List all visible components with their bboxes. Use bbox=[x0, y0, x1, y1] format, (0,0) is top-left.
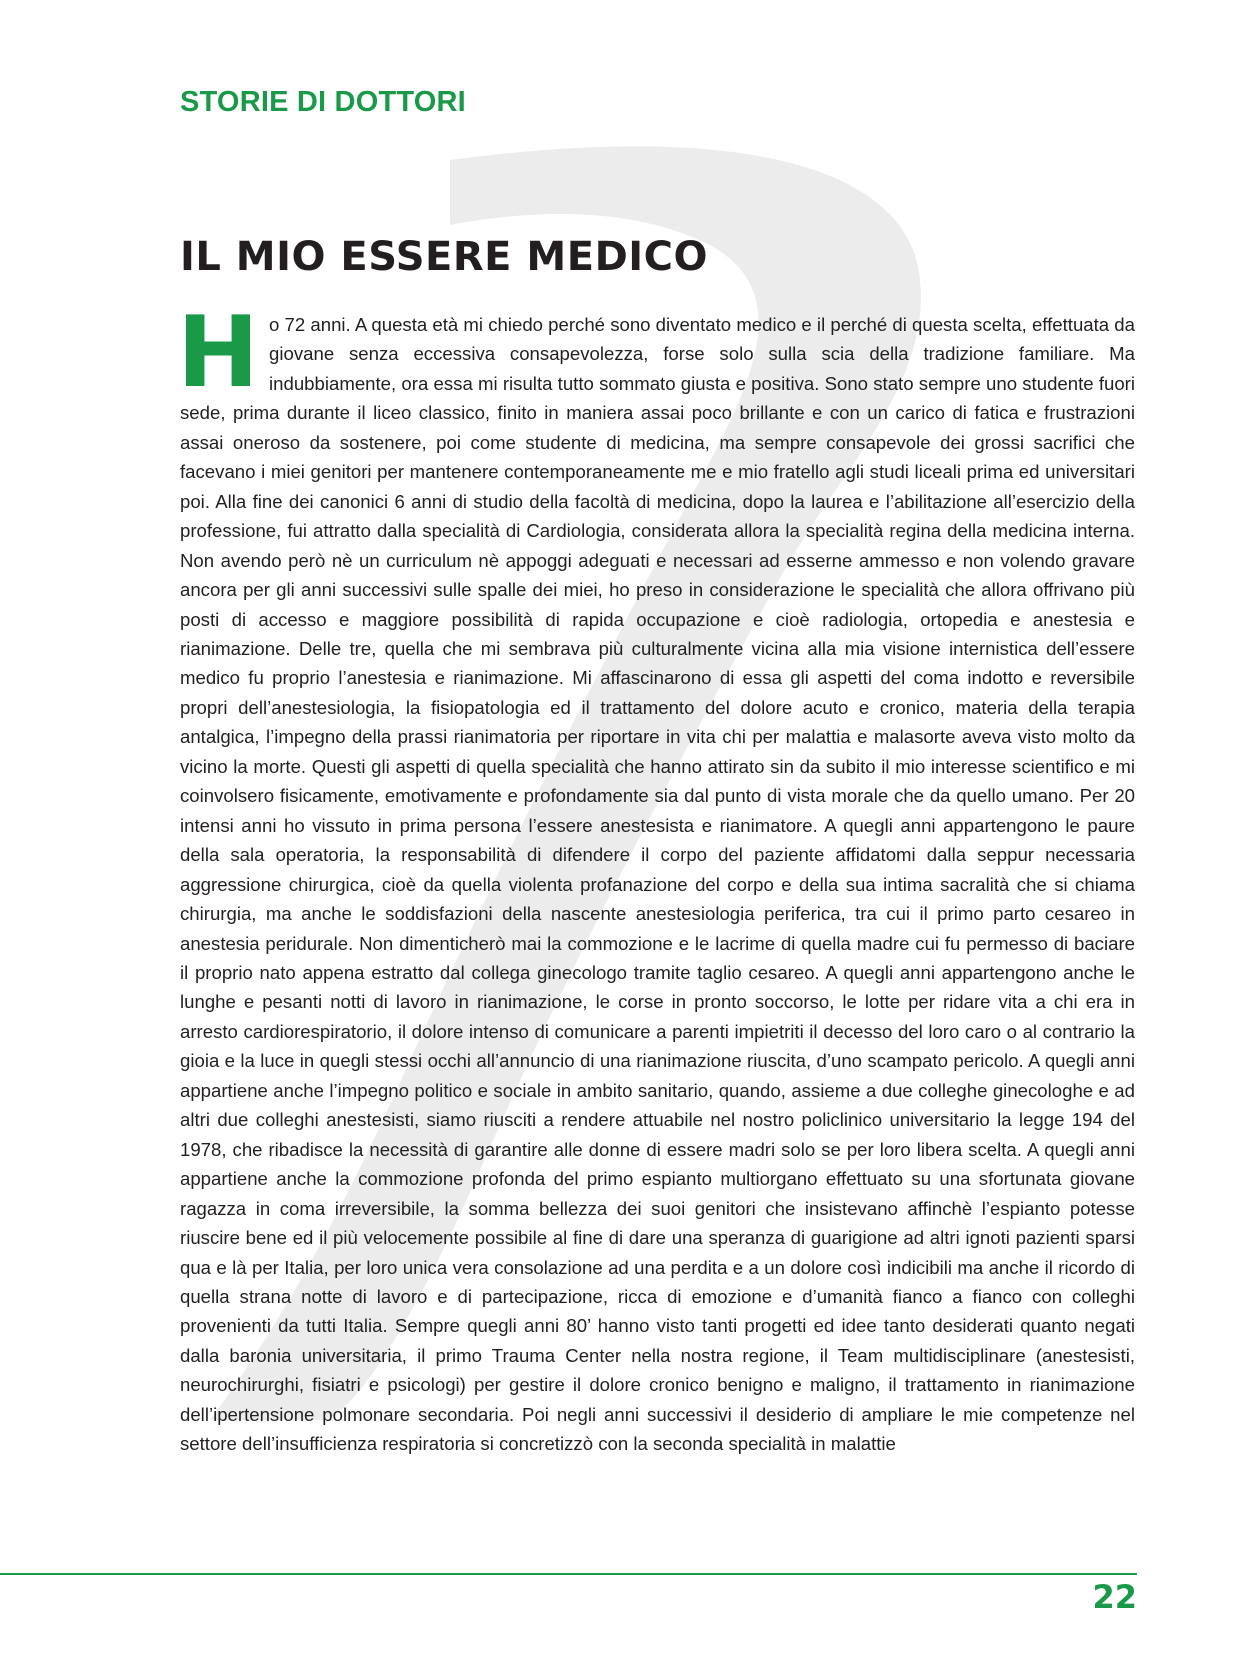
section-label: STORIE DI DOTTORI bbox=[180, 86, 466, 118]
drop-cap: H bbox=[177, 296, 260, 410]
article-body bbox=[177, 296, 1135, 1459]
article-body-text: o 72 anni. A questa età mi chiedo perché sono diventato medico e il perché di questa scelta, effettuata da giovane senza eccessiva consapevolezza, forse solo sulla scia della tradizione familiare. Ma indubbiamente, ora essa mi risulta tutto sommato giusta e positiva. Sono stato sempre uno studente fuori sede, prima durante il liceo classico, finito in maniera assai poco brillante e con un carico di fatica e frustrazioni assai oneroso da sostenere, poi come studente di medicina, ma sempre consapevole dei grossi sacrifici che facevano i miei genitori per mantenere contemporaneamente me e mio fratello agli studi liceali prima ed universitari poi. Alla fine dei canonici 6 anni di studio della facoltà di medicina, dopo la laurea e l’abilitazione all’esercizio della professione, fui attratto dalla specialità di Cardiologia, considerata allora la specialità regina della medicina interna. Non avendo però nè un curriculum nè appoggi adeguati e necessari ad esserne ammesso e non volendo gravare ancora per gli anni successivi sulle spalle dei miei, ho preso in considerazione le specialità che allora offrivano più posti di accesso e maggiore possibilità di rapida occupazione e cioè radiologia, ortopedia e anestesia e rianimazione. Delle tre, quella che mi sembrava più culturalmente vicina alla mia visione internistica dell’essere medico fu proprio l’anestesia e rianimazione. Mi affascinarono di essa gli aspetti del coma indotto e reversibile propri dell’anestesiologia, la fisiopatologia ed il trattamento del dolore acuto e cronico, materia della terapia antalgica, l’impegno della prassi rianimatoria per riportare in vita chi per malattia e malasorte aveva visto molto da vicino la morte. Questi gli aspetti di quella specialità che hanno attirato sin da subito il mio interesse scientifico e mi coinvolsero fisicamente, emotivamente e profondamente sia dal punto di vista morale che da quello umano. Per 20 intensi anni ho vissuto in prima persona l’essere anestesista e rianimatore. A quegli anni appartengono le paure della sala operatoria, la responsabilità di difendere il corpo del paziente affidatomi dalla seppur necessaria aggressione chirurgica, cioè da quella violenta profanazione del corpo e della sua intima sacralità che si chiama chirurgia, ma anche le soddisfazioni della nascente anestesiologia periferica, tra cui il primo parto cesareo in anestesia peridurale. Non dimenticherò mai la commozione e le lacrime di quella madre cui fu permesso di baciare il proprio nato appena estratto dal collega ginecologo tramite taglio cesareo. A quegli anni appartengono anche le lunghe e pesanti notti di lavoro in rianimazione, le corse in pronto soccorso, le lotte per ridare vita a chi era in arresto cardiorespiratorio, il dolore intenso di comunicare a parenti impietriti il decesso del loro caro o al contrario la gioia e la luce in quegli stessi occhi all’annuncio di una rianimazione riuscita, d’uno scampato pericolo. A quegli anni appartiene anche l’impegno politico e sociale in ambito sanitario, quando, assieme a due colleghe ginecologhe e ad altri due colleghi anestesisti, siamo riusciti a rendere attuabile nel nostro policlinico universitario la legge 194 del 1978, che ribadisce la necessità di garantire alle donne di essere madri solo se per loro libera scelta. A quegli anni appartiene anche la commozione profonda del primo espianto multiorgano effettuato su una sfortunata giovane ragazza in coma irreversibile, la somma bellezza dei suoi genitori che insistevano affinchè l’espianto potesse riuscire bene ed il più velocemente possibile al fine di dare una speranza di guarigione ad altri ignoti pazienti sparsi qua e là per Italia, per loro unica vera consolazione ad una perdita e a un dolore così indicibili ma anche il ricordo di quella strana notte di lavoro e di partecipazione, ricca di emozione e d’umanità fianco a fianco con colleghi provenienti da tutti Italia. Sempre quegli anni 80’ hanno visto tanti progetti ed idee tanto desiderati quanto negati dalla baronia universitaria, il primo Trauma Center nella nostra regione, il Team multidisciplinare (anestesisti, neurochirurghi, fisiatri e psicologi) per gestire il dolore cronico benigno e maligno, il trattamento in rianimazione dell’ipertensione polmonare secondaria. Poi negli anni successivi il desiderio di ampliare le mie competenze nel settore dell’insufficienza respiratoria si concretizzò con la seconda specialità in malattie bbox=[180, 314, 1135, 1455]
footer-divider bbox=[0, 1573, 1137, 1575]
page-number: 22 bbox=[1092, 1578, 1137, 1616]
article-title: IL MIO ESSERE MEDICO bbox=[180, 234, 709, 280]
